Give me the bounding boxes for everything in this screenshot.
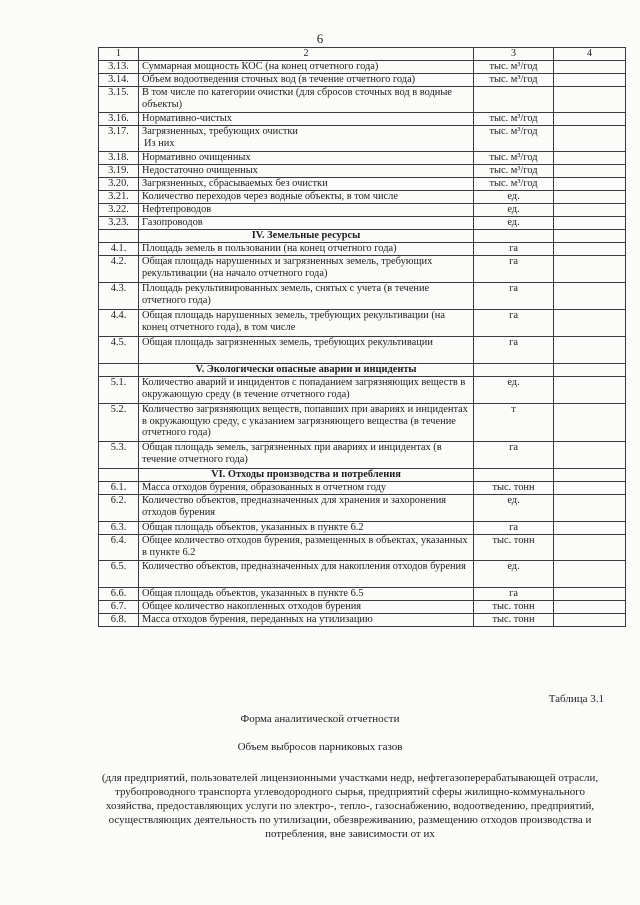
unit-cell: тыс. м³/год — [474, 126, 554, 152]
indicator-name — [139, 61, 474, 74]
indicator-name — [139, 217, 474, 230]
value-cell — [554, 601, 626, 614]
intro-paragraph: (для предприятий, пользователей лицензионными участками недр, нефтегазоперерабатывающей отрасли, трубопроводного транспорта углеводородного сырья, предприятий сферы жилищно-коммунального хозяйства, предоставляющих услуги по электро-, тепло-, газоснабжению, водоотведению, предприятий, осуществляющих деятельность по утилизации, обезвреживанию, размещению отходов производства и потребления, вне зависимости от их — [101, 772, 599, 841]
table-row — [99, 495, 626, 522]
indicator-text: Масса отходов бурения, образованных в отчетном году — [142, 482, 387, 493]
table-row — [99, 588, 626, 601]
row-number: 3.18. — [99, 152, 139, 165]
row-number: 3.17. — [99, 126, 139, 152]
indicator-name — [139, 178, 474, 191]
indicator-text: Количество аварий и инцидентов с попаданием загрязняющих веществ в окружающую среду (в течение отчетного года) — [142, 377, 466, 400]
value-cell — [554, 230, 626, 243]
value-cell — [554, 87, 626, 113]
table-row — [99, 152, 626, 165]
indicator-text: Объем водоотведения сточных вод (в течение отчетного года) — [142, 74, 416, 85]
indicator-name — [139, 204, 474, 217]
row-number: 6.7. — [99, 601, 139, 614]
column-header: 2 — [139, 48, 474, 61]
row-number — [99, 364, 139, 377]
report-form-table — [98, 47, 626, 627]
indicator-text: В том числе по категории очистки (для сбросов сточных вод в водные объекты) — [142, 87, 452, 110]
unit-cell: ед. — [474, 495, 554, 522]
row-number: 3.21. — [99, 191, 139, 204]
row-number: 4.1. — [99, 243, 139, 256]
table-row — [99, 377, 626, 404]
table-row — [99, 482, 626, 495]
row-number: 4.4. — [99, 310, 139, 337]
table-row — [99, 204, 626, 217]
section-header-row — [99, 364, 626, 377]
indicator-text: Недостаточно очищенных — [142, 165, 258, 176]
value-cell — [554, 152, 626, 165]
form-title: Форма аналитической отчетности — [240, 713, 400, 725]
table-row — [99, 310, 626, 337]
unit-cell — [474, 469, 554, 482]
row-number — [99, 469, 139, 482]
table-row — [99, 217, 626, 230]
indicator-name — [139, 442, 474, 469]
row-number: 3.20. — [99, 178, 139, 191]
row-number: 3.19. — [99, 165, 139, 178]
table-row — [99, 404, 626, 442]
table-row — [99, 283, 626, 310]
table-row — [99, 113, 626, 126]
value-cell — [554, 256, 626, 283]
indicator-text: Количество загрязняющих веществ, попавших при авариях и инцидентах в окружающую среду, с указанием загрязняющего вещества (в течение отчетного года) — [142, 404, 468, 439]
value-cell — [554, 191, 626, 204]
indicator-text: Площадь земель в пользовании (на конец отчетного года) — [142, 243, 397, 254]
unit-cell: га — [474, 243, 554, 256]
unit-cell — [474, 364, 554, 377]
indicator-text: Общая площадь объектов, указанных в пункте 6.5 — [142, 588, 364, 599]
table-row — [99, 256, 626, 283]
row-number: 4.2. — [99, 256, 139, 283]
indicator-subtext: Из них — [144, 137, 175, 149]
column-header: 3 — [474, 48, 554, 61]
unit-cell: тыс. м³/год — [474, 152, 554, 165]
row-number: 5.3. — [99, 442, 139, 469]
indicator-name — [139, 165, 474, 178]
table-row — [99, 614, 626, 627]
row-number: 5.1. — [99, 377, 139, 404]
indicator-name — [139, 113, 474, 126]
unit-cell: га — [474, 283, 554, 310]
value-cell — [554, 243, 626, 256]
row-number: 6.3. — [99, 522, 139, 535]
table-row — [99, 561, 626, 588]
indicator-text: Общая площадь объектов, указанных в пункте 6.2 — [142, 522, 364, 533]
table-row — [99, 442, 626, 469]
unit-cell: тыс. м³/год — [474, 178, 554, 191]
indicator-name — [139, 614, 474, 627]
indicator-text: Нефтепроводов — [142, 204, 212, 215]
unit-cell: тыс. м³/год — [474, 165, 554, 178]
row-number: 6.2. — [99, 495, 139, 522]
unit-cell: тыс. м³/год — [474, 61, 554, 74]
row-number: 4.5. — [99, 337, 139, 364]
unit-cell: ед. — [474, 377, 554, 404]
indicator-text: Нормативно очищенных — [142, 152, 251, 163]
indicator-name — [139, 310, 474, 337]
value-cell — [554, 522, 626, 535]
table-row — [99, 178, 626, 191]
unit-cell: га — [474, 588, 554, 601]
indicator-name — [139, 191, 474, 204]
value-cell — [554, 561, 626, 588]
indicator-name — [139, 601, 474, 614]
table-row — [99, 522, 626, 535]
value-cell — [554, 126, 626, 152]
unit-cell: га — [474, 337, 554, 364]
row-number: 3.14. — [99, 74, 139, 87]
value-cell — [554, 178, 626, 191]
indicator-text: Количество объектов, предназначенных для накопления отходов бурения — [142, 561, 466, 572]
unit-cell — [474, 87, 554, 113]
indicator-name — [139, 256, 474, 283]
value-cell — [554, 482, 626, 495]
indicator-name — [139, 495, 474, 522]
indicator-name — [139, 522, 474, 535]
table-row — [99, 243, 626, 256]
row-number: 3.23. — [99, 217, 139, 230]
section-title: V. Экологически опасные аварии и инциденты — [139, 364, 474, 377]
value-cell — [554, 217, 626, 230]
value-cell — [554, 588, 626, 601]
indicator-text: Нормативно-чистых — [142, 113, 232, 124]
row-number: 6.5. — [99, 561, 139, 588]
table-row — [99, 337, 626, 364]
value-cell — [554, 337, 626, 364]
section-header-row — [99, 469, 626, 482]
indicator-name — [139, 377, 474, 404]
value-cell — [554, 614, 626, 627]
indicator-text: Общая площадь нарушенных земель, требующих рекультивации (на конец отчетного года), в том числе — [142, 310, 445, 333]
table-row — [99, 126, 626, 152]
table-row — [99, 74, 626, 87]
table-row — [99, 191, 626, 204]
unit-cell: ед. — [474, 204, 554, 217]
value-cell — [554, 74, 626, 87]
indicator-name — [139, 404, 474, 442]
value-cell — [554, 364, 626, 377]
row-number: 3.15. — [99, 87, 139, 113]
subject-title: Объем выбросов парниковых газов — [237, 741, 403, 753]
indicator-text: Общая площадь земель, загрязненных при авариях и инцидентах (в течение отчетного года) — [142, 442, 442, 465]
unit-cell: ед. — [474, 217, 554, 230]
indicator-name — [139, 535, 474, 561]
value-cell — [554, 495, 626, 522]
value-cell — [554, 61, 626, 74]
table-row — [99, 601, 626, 614]
unit-cell: га — [474, 522, 554, 535]
table-row — [99, 165, 626, 178]
unit-cell: тыс. м³/год — [474, 74, 554, 87]
row-number: 6.1. — [99, 482, 139, 495]
value-cell — [554, 404, 626, 442]
section-title: VI. Отходы производства и потребления — [139, 469, 474, 482]
table-label: Таблица 3.1 — [548, 693, 604, 705]
indicator-name — [139, 482, 474, 495]
indicator-text: Суммарная мощность КОС (на конец отчетного года) — [142, 61, 379, 72]
unit-cell: га — [474, 310, 554, 337]
unit-cell: тыс. тонн — [474, 614, 554, 627]
row-number: 4.3. — [99, 283, 139, 310]
unit-cell: т — [474, 404, 554, 442]
indicator-name — [139, 561, 474, 588]
indicator-text: Площадь рекультивированных земель, снятых с учета (в течение отчетного года) — [142, 283, 430, 306]
indicator-name — [139, 337, 474, 364]
indicator-text: Масса отходов бурения, переданных на утилизацию — [142, 614, 373, 625]
section-header-row — [99, 230, 626, 243]
value-cell — [554, 310, 626, 337]
indicator-name — [139, 126, 474, 152]
row-number: 6.8. — [99, 614, 139, 627]
indicator-text: Общая площадь загрязненных земель, требующих рекультивации — [142, 337, 433, 348]
row-number: 6.4. — [99, 535, 139, 561]
table-row — [99, 61, 626, 74]
unit-cell — [474, 230, 554, 243]
value-cell — [554, 469, 626, 482]
indicator-text: Газопроводов — [142, 217, 203, 228]
value-cell — [554, 377, 626, 404]
unit-cell: ед. — [474, 191, 554, 204]
indicator-name — [139, 283, 474, 310]
unit-cell: га — [474, 256, 554, 283]
row-number: 3.16. — [99, 113, 139, 126]
indicator-name — [139, 152, 474, 165]
column-header: 4 — [554, 48, 626, 61]
indicator-text: Общее количество отходов бурения, размещенных в объектах, указанных в пункте 6.2 — [142, 535, 468, 558]
indicator-text: Загрязненных, требующих очистки — [142, 126, 298, 137]
section-title: IV. Земельные ресурсы — [139, 230, 474, 243]
page-number: 6 — [316, 31, 324, 46]
unit-cell: тыс. тонн — [474, 482, 554, 495]
indicator-text: Общая площадь нарушенных и загрязненных земель, требующих рекультивации (на начало отчетного года) — [142, 256, 433, 279]
table-row — [99, 87, 626, 113]
value-cell — [554, 535, 626, 561]
row-number: 6.6. — [99, 588, 139, 601]
indicator-text: Количество объектов, предназначенных для хранения и захоронения отходов бурения — [142, 495, 447, 518]
indicator-text: Загрязненных, сбрасываемых без очистки — [142, 178, 328, 189]
unit-cell: тыс. тонн — [474, 535, 554, 561]
row-number: 3.13. — [99, 61, 139, 74]
value-cell — [554, 283, 626, 310]
value-cell — [554, 442, 626, 469]
table-row — [99, 535, 626, 561]
row-number — [99, 230, 139, 243]
indicator-name — [139, 74, 474, 87]
indicator-name — [139, 243, 474, 256]
indicator-name — [139, 87, 474, 113]
value-cell — [554, 113, 626, 126]
indicator-name — [139, 588, 474, 601]
unit-cell: тыс. тонн — [474, 601, 554, 614]
row-number: 3.22. — [99, 204, 139, 217]
indicator-text: Количество переходов через водные объекты, в том числе — [142, 191, 398, 202]
unit-cell: ед. — [474, 561, 554, 588]
value-cell — [554, 165, 626, 178]
row-number: 5.2. — [99, 404, 139, 442]
unit-cell: га — [474, 442, 554, 469]
unit-cell: тыс. м³/год — [474, 113, 554, 126]
table-header-row — [99, 48, 626, 61]
value-cell — [554, 204, 626, 217]
column-header: 1 — [99, 48, 139, 61]
indicator-text: Общее количество накопленных отходов бурения — [142, 601, 362, 612]
